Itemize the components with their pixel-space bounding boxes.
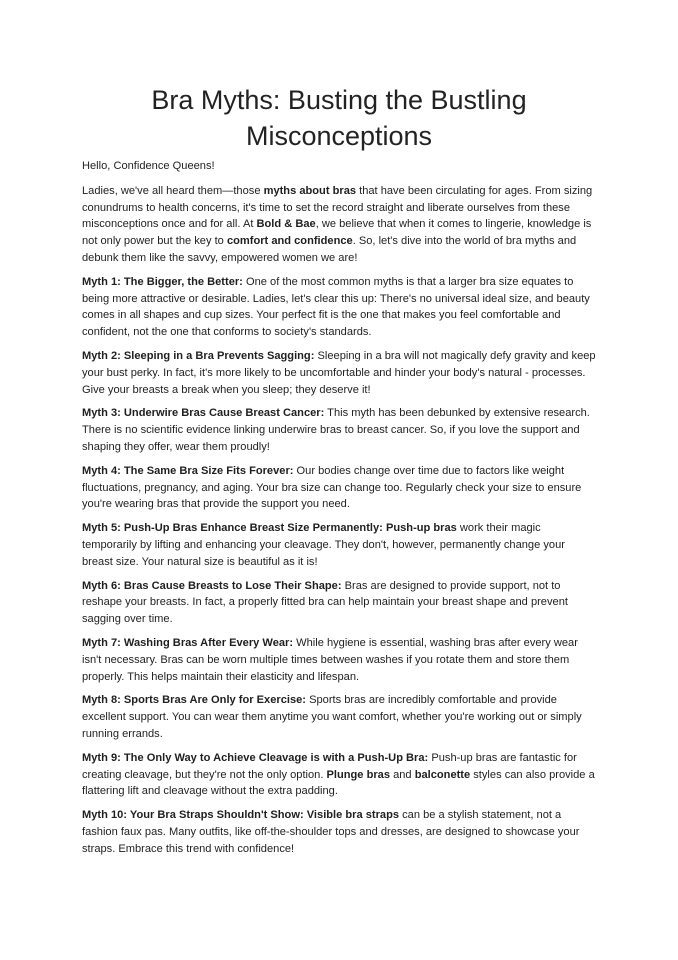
myth-bold-term: Visible bra straps <box>303 809 400 822</box>
intro-text-2: that have been circulating for ages. From sizing conundrums to health concerns, it's time to set the record straight and liberate ourselves from these misconceptions once and for all. At <box>82 184 593 231</box>
myth-bold-term: Plunge bras <box>326 768 390 781</box>
myth-paragraph-9 <box>82 750 598 800</box>
intro-text-3: , we believe that when it comes to lingerie, knowledge is not only power but the key to <box>82 218 592 248</box>
myth-paragraph-5 <box>82 520 598 570</box>
myth-heading: Myth 6: Bras Cause Breasts to Lose Their Shape: <box>82 579 342 592</box>
myth-heading: Myth 3: Underwire Bras Cause Breast Cancer: <box>82 407 325 420</box>
intro-paragraph <box>82 183 598 267</box>
myth-text: Push-up bras are fantastic for creating cleavage, but they're not the only option. <box>82 751 577 781</box>
myth-paragraph-1 <box>82 274 598 341</box>
myth-text: One of the most common myths is that a larger bra size equates to being more attractive or desirable. Ladies, let's clear this up: There's no universal ideal size, and beauty comes in all shapes and cup sizes. Your perfect fit is the one that makes you feel comfortable and confident, not the one that conforms to society's standards. <box>82 275 590 339</box>
myth-text: and <box>390 768 415 781</box>
myth-text: Bras are designed to provide support, not to reshape your breasts. In fact, a properly fitted bra can help maintain your breast shape and prevent sagging over time. <box>82 579 568 626</box>
myth-heading: Myth 10: Your Bra Straps Shouldn't Show: <box>82 809 304 822</box>
myth-paragraph-8 <box>82 692 598 742</box>
myth-heading: Myth 4: The Same Bra Size Fits Forever: <box>82 464 294 477</box>
myth-bold-term: Push-up bras <box>382 522 457 535</box>
myth-heading: Myth 7: Washing Bras After Every Wear: <box>82 636 294 649</box>
intro-bold-3: comfort and confidence <box>226 235 353 248</box>
myth-heading: Myth 8: Sports Bras Are Only for Exercise: <box>82 694 306 707</box>
myth-text: Sports bras are incredibly comfortable and provide excellent support. You can wear them anytime you want comfort, whether you're working out or simply running errands. <box>82 694 582 740</box>
myth-bold-term: balconette <box>414 768 471 781</box>
myth-paragraph-7 <box>82 635 598 685</box>
myth-text: Our bodies change over time due to factors like weight fluctuations, pregnancy, and aging. Your bra size can change too. Regularly check your size to ensure you're wearing bras that provide the support you need. <box>82 464 582 511</box>
myth-text: can be a stylish statement, not a fashion faux pas. Many outfits, like off-the-shoulder tops and dresses, are designed to showcase your straps. Embrace this trend with confidence! <box>82 809 580 855</box>
intro-bold-1: myths about bras <box>263 184 357 197</box>
myth-heading: Myth 1: The Bigger, the Better: <box>82 275 243 288</box>
myth-text: Sleeping in a bra will not magically defy gravity and keep your bust perky. In fact, it's more likely to be uncomfortable and hinder your body's natural - processes. Give your breasts a break when you sleep; they deserve it! <box>82 349 596 396</box>
myth-paragraph-3 <box>82 405 598 455</box>
myth-text: While hygiene is essential, washing bras after every wear isn't necessary. Bras can be worn multiple times between washes if you rotate them and store them properly. This helps maintain their elasticity and lifespan. <box>82 636 578 683</box>
page-title: Bra Myths: Busting the Bustling Misconceptions <box>151 85 527 151</box>
myth-paragraph-10 <box>82 807 598 857</box>
intro-text-4: . So, let's dive into the world of bra myths and debunk them like the savvy, empowered women we are! <box>82 235 577 264</box>
myth-heading: Myth 5: Push-Up Bras Enhance Breast Size Permanently: <box>82 522 383 535</box>
myth-paragraph-2 <box>82 348 598 398</box>
greeting: Hello, Confidence Queens! <box>82 160 215 172</box>
myth-text: styles can also provide a flattering lift and cleavage without the extra padding. <box>82 768 595 798</box>
brand-name: Bold & Bae <box>256 218 316 231</box>
intro-text-1: Ladies, we've all heard them—those <box>82 184 264 197</box>
myth-heading: Myth 2: Sleeping in a Bra Prevents Sagging: <box>82 349 315 362</box>
myth-heading: Myth 9: The Only Way to Achieve Cleavage is with a Push-Up Bra: <box>82 751 429 764</box>
myth-paragraph-6 <box>82 578 598 628</box>
document-body <box>82 158 598 864</box>
myth-text: work their magic temporarily by lifting and enhancing your cleavage. They don't, however, permanently change your breast size. Your natural size is beautiful as it is! <box>82 522 565 568</box>
myth-paragraph-4 <box>82 463 598 513</box>
myth-text: This myth has been debunked by extensive research. There is no scientific evidence linking underwire bras to breast cancer. So, if you love the support and shaping they offer, wear them proudly! <box>82 407 590 453</box>
